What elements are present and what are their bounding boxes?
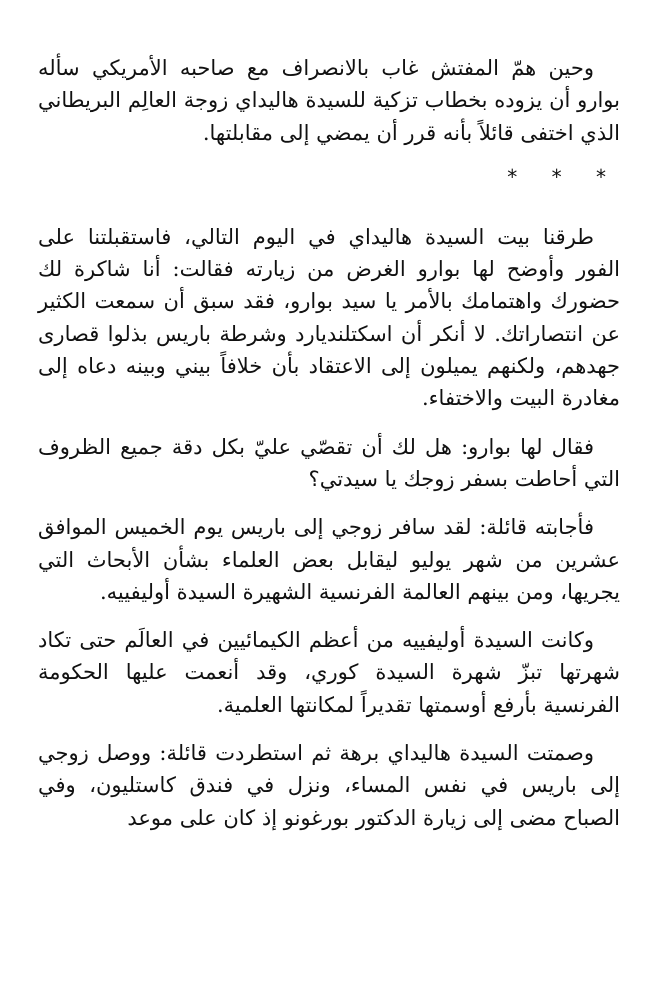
paragraph-6: وصمتت السيدة هاليداي برهة ثم استطردت قائلة: ووصل زوجي إلى باريس في نفس المساء، ونزل في فندق كاستليون، وفي الصباح مضى إلى زيارة الدكتور بورغونو إذ كان على موعد [38,741,620,830]
paragraph-2: طرقنا بيت السيدة هاليداي في اليوم التالي، فاستقبلتنا على الفور وأوضح لها بوارو الغرض من زيارته فقالت: أنا شاكرة لك حضورك واهتمامك بالأمر يا سيد بوارو، فقد سبق أن سمعت الكثير عن انتصاراتك. لا أنكر أن اسكتلنديارد وشرطة باريس بذلوا قصارى جهدهم، ولكنهم يميلون إلى الاعتقاد بأن خلافاً بيني وبينه دعاه إلى مغادرة البيت والاختفاء. [38,224,620,411]
paragraph-4: فأجابته قائلة: لقد سافر زوجي إلى باريس يوم الخميس الموافق عشرين من شهر يوليو ليقابل بعض العلماء بشأن الأبحاث التي يجريها، ومن بينهم العالمة الفرنسية الشهيرة السيدة أوليفييه. [38,515,620,604]
paragraph-3: فقال لها بوارو: هل لك أن تقصّي عليّ بكل دقة جميع الظروف التي أحاطت بسفر زوجك يا سيدتي؟ [38,434,620,491]
paragraph-1: وحين همّ المفتش غاب بالانصراف مع صاحبه الأمريكي سأله بوارو أن يزوده بخطاب تزكية للسيدة هاليداي زوجة العالِم البريطاني الذي اختفى قائلاً بأنه قرر أن يمضي إلى مقابلتها. [38,56,620,145]
paragraph-5: وكانت السيدة أوليفييه من أعظم الكيمائيين في العالَم حتى تكاد شهرتها تبزّ شهرة السيدة كوري، وقد أنعمت عليها الحكومة الفرنسية بأرفع أوسمتها تقديراً لمكانتها العلمية. [38,628,620,717]
section-separator: * * * [507,164,620,189]
document-page [38,52,620,834]
